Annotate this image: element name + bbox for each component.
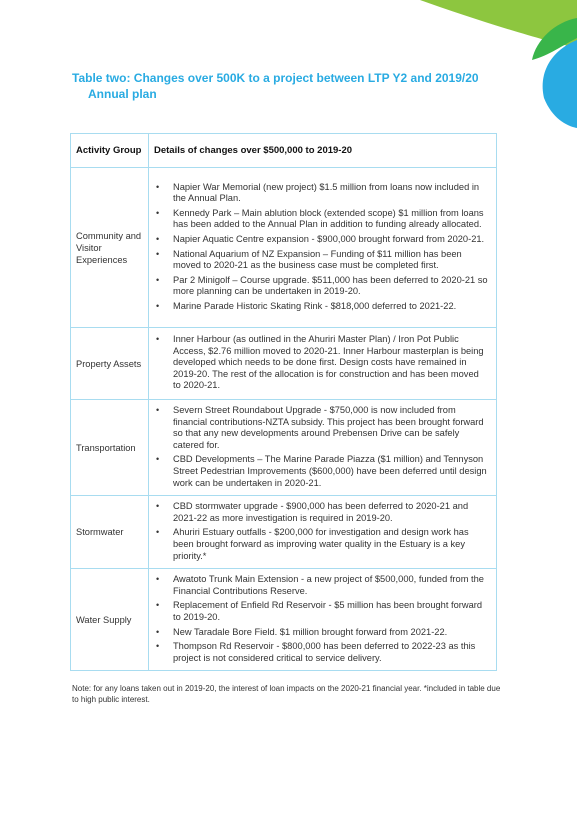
change-list (149, 501, 488, 562)
bullet-icon: • (156, 405, 160, 415)
details-cell (149, 168, 497, 328)
bullet-icon: • (156, 207, 160, 218)
bullet-icon: • (156, 600, 160, 611)
details-cell (149, 328, 497, 400)
activity-group-cell: Transportation (71, 400, 149, 496)
bullet-icon: • (156, 248, 160, 259)
footnote: Note: for any loans taken out in 2019-20, the interest of loan impacts on the 2020-21 financial year. *included in table due to high public interest. (72, 684, 501, 704)
list-item-text: Thompson Rd Reservoir - $800,000 has been deferred to 2022-23 as this project is not considered critical to service delivery. (173, 641, 476, 663)
list-item-text: Marine Parade Historic Skating Rink - $818,000 deferred to 2021-22. (173, 300, 457, 311)
changes-table (70, 133, 497, 671)
list-item (149, 275, 488, 298)
table-row (71, 569, 497, 671)
green-swoosh-dark (532, 18, 577, 60)
list-item (149, 600, 488, 623)
list-item (149, 527, 488, 562)
list-item-text: National Aquarium of NZ Expansion – Funding of $11 million has been moved to 2020-21 as the business case must be completed first. (173, 248, 462, 271)
bullet-icon: • (156, 641, 160, 652)
bullet-icon: • (156, 334, 160, 345)
list-item-text: Kennedy Park – Main ablution block (extended scope) $1 million from loans has been added to the Annual Plan in addition to funding already allocated. (173, 207, 484, 230)
table-title-line1: Table two: Changes over 500K to a project between LTP Y2 and 2019/20 (72, 71, 479, 85)
green-swoosh-light (420, 0, 577, 48)
bullet-icon: • (156, 300, 160, 311)
list-item (149, 301, 488, 313)
list-item (149, 334, 488, 392)
list-item-text: Replacement of Enfield Rd Reservoir - $5 million has been brought forward to 2019-20. (173, 600, 483, 622)
table-title (72, 70, 542, 102)
change-list (149, 182, 488, 313)
list-item-text: Par 2 Minigolf – Course upgrade. $511,000 has been deferred to 2020-21 so more planning can be undertaken in 2019-20. (173, 274, 488, 297)
list-item (149, 405, 488, 451)
change-list (149, 334, 488, 392)
header-details: Details of changes over $500,000 to 2019-20 (149, 134, 497, 168)
list-item (149, 208, 488, 231)
bullet-icon: • (156, 527, 160, 538)
bullet-icon: • (156, 626, 160, 637)
list-item (149, 627, 488, 639)
list-item-text: Awatoto Trunk Main Extension - a new project of $500,000, funded from the Financial Contributions Reserve. (173, 574, 484, 596)
list-item-text: Inner Harbour (as outlined in the Ahuriri Master Plan) / Iron Pot Public Access, $2.76 million moved to 2020-21. Inner Harbour masterplan is being developed which needs to be done first. Design costs have remained in 2019-20. The rest of the allocation is for construction and has been moved to 2020-21. (173, 334, 484, 391)
details-cell (149, 569, 497, 671)
bullet-icon: • (156, 501, 160, 512)
bullet-icon: • (156, 574, 160, 585)
bullet-icon: • (156, 274, 160, 285)
table-row (71, 328, 497, 400)
details-cell (149, 400, 497, 496)
table-title-line2: Annual plan (88, 87, 157, 101)
activity-group-cell: Water Supply (71, 569, 149, 671)
list-item-text: New Taradale Bore Field. $1 million brought forward from 2021-22. (173, 626, 448, 637)
header-activity-group: Activity Group (71, 134, 149, 168)
activity-group-cell: Property Assets (71, 328, 149, 400)
blue-swoosh (543, 40, 577, 128)
list-item-text: CBD Developments – The Marine Parade Piazza ($1 million) and Tennyson Street Pedestrian Improvements ($600,000) have been deferred until design work can be undertaken in 2020-21. (173, 454, 487, 488)
bullet-icon: • (156, 233, 160, 244)
activity-group-cell: Stormwater (71, 496, 149, 569)
change-list (149, 574, 488, 664)
list-item-text: Napier War Memorial (new project) $1.5 million from loans now included in the Annual Plan. (173, 181, 480, 204)
table-row (71, 496, 497, 569)
bullet-icon: • (156, 454, 160, 465)
change-list (149, 405, 488, 489)
list-item-text: CBD stormwater upgrade - $900,000 has been deferred to 2020-21 and 2021-22 as more investigation is required in 2019-20. (173, 501, 469, 523)
activity-group-cell: Community and Visitor Experiences (71, 168, 149, 328)
list-item-text: Severn Street Roundabout Upgrade - $750,000 is now included from financial contributions-NZTA subsidy. This project has been brought forward so that any new developments around Prebensen Drive can be safely catered for. (173, 405, 484, 450)
list-item (149, 249, 488, 272)
list-item-text: Ahuriri Estuary outfalls - $200,000 for investigation and design work has been brought forward as improving water quality in the Estuary is a key priority.* (173, 527, 469, 561)
corner-decoration (0, 0, 577, 130)
table-row (71, 400, 497, 496)
table-header-row (71, 134, 497, 168)
table-body (71, 168, 497, 671)
list-item (149, 182, 488, 205)
list-item (149, 574, 488, 597)
list-item (149, 454, 488, 489)
list-item (149, 641, 488, 664)
details-cell (149, 496, 497, 569)
list-item (149, 234, 488, 246)
table-row (71, 168, 497, 328)
list-item-text: Napier Aquatic Centre expansion - $900,000 brought forward from 2020-21. (173, 233, 485, 244)
bullet-icon: • (156, 181, 160, 192)
list-item (149, 501, 488, 524)
